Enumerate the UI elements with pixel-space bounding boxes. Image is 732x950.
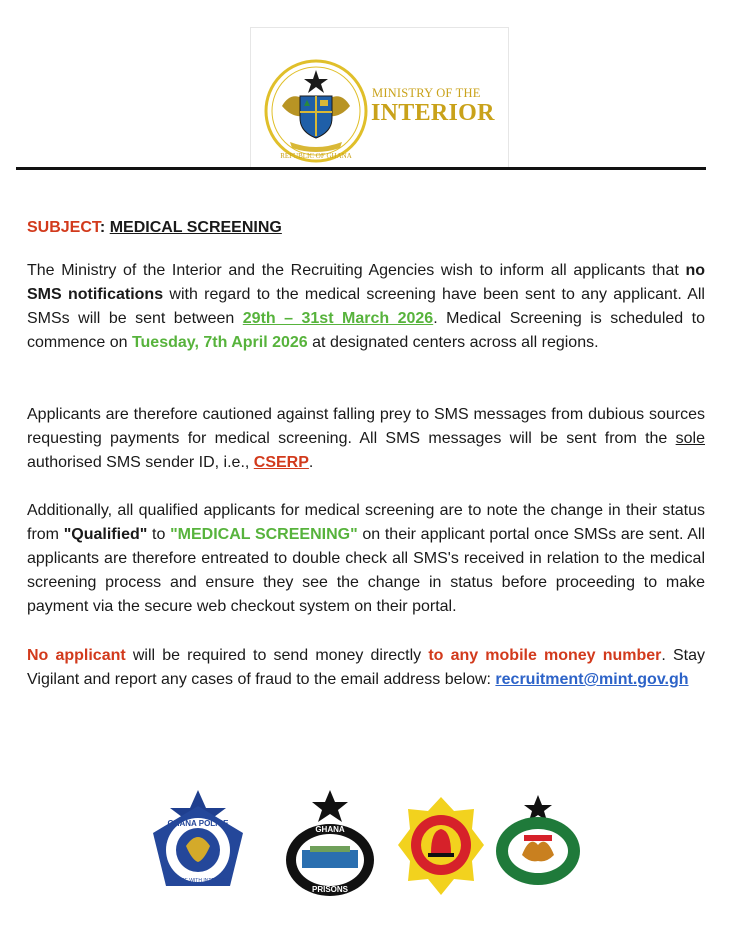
text-run: . Stay Vigilant and report any cases of fraud to the email address below: — [27, 647, 706, 688]
notice-paragraph-2 — [27, 403, 705, 475]
sender-id: CSERP — [253, 454, 309, 471]
police-ring-text: GHANA POLICE — [167, 819, 229, 828]
subject-heading — [27, 219, 282, 237]
notice-paragraph-4 — [27, 644, 705, 692]
no-sms-emphasis: no SMS notifications — [27, 262, 705, 303]
subject-colon: : — [99, 219, 106, 236]
crest-caption: REPUBLIC OF GHANA — [280, 152, 352, 160]
status-qualified: "Qualified" — [63, 526, 148, 543]
notice-paragraph-3 — [27, 499, 705, 619]
text-run: Applicants are therefore cautioned against falling prey to SMS messages from dubious sources requesting payments for medical screening. All SMS messages will be sent from the — [27, 406, 705, 447]
ghana-fire-service-logo-icon — [398, 795, 484, 900]
text-run: . — [308, 454, 314, 471]
ministry-title-line1: MINISTRY OF THE — [372, 86, 481, 100]
text-run: The Ministry of the Interior and the Recruiting Agencies wish to inform all applicants that — [27, 262, 686, 279]
text-run: with regard to the medical screening have been sent to any applicant. All SMSs will be sent between — [27, 286, 705, 327]
text-run: will be required to send money directly — [125, 647, 429, 664]
status-medical-screening: "MEDICAL SCREENING" — [170, 526, 358, 543]
sole-emphasis: sole — [675, 430, 705, 447]
sms-date-range: 29th – 31st March 2026 — [242, 310, 434, 327]
text-run: on their applicant portal once SMSs are sent. All applicants are therefore entreated to double check all SMS's received in relation to the medical screening process and ensure they see the change in status before proceeding to make payment via the secure web checkout system on their portal. — [27, 526, 706, 615]
prisons-bottom-text: PRISONS — [311, 885, 349, 894]
ghana-police-logo-icon — [148, 788, 248, 900]
ghana-immigration-service-logo-icon — [488, 793, 588, 887]
police-motto: SERVICE WITH INTEGRITY — [165, 878, 231, 884]
notice-paragraph-1 — [27, 259, 705, 355]
text-run: Additionally, all qualified applicants for medical screening are to note the change in their status from — [27, 502, 705, 543]
header-divider — [16, 167, 706, 170]
ghana-coat-of-arms-icon — [260, 58, 372, 164]
no-applicant-emphasis: No applicant — [27, 647, 126, 664]
text-run: authorised SMS sender ID, i.e., — [27, 454, 254, 471]
text-run: to — [147, 526, 171, 543]
mobile-money-emphasis: to any mobile money number — [428, 647, 662, 664]
prisons-top-text: GHANA — [315, 825, 345, 834]
screening-start-date: Tuesday, 7th April 2026 — [131, 334, 308, 351]
ghana-prisons-logo-icon — [280, 788, 380, 900]
contact-email-link[interactable]: recruitment@mint.gov.gh — [495, 671, 689, 688]
subject-title: MEDICAL SCREENING — [109, 219, 282, 236]
subject-label: SUBJECT — [27, 219, 100, 236]
text-run: at designated centers across all regions. — [307, 334, 599, 351]
ministry-title-line2: INTERIOR — [371, 100, 495, 126]
text-run: . Medical Screening is scheduled to commence on — [27, 310, 705, 351]
